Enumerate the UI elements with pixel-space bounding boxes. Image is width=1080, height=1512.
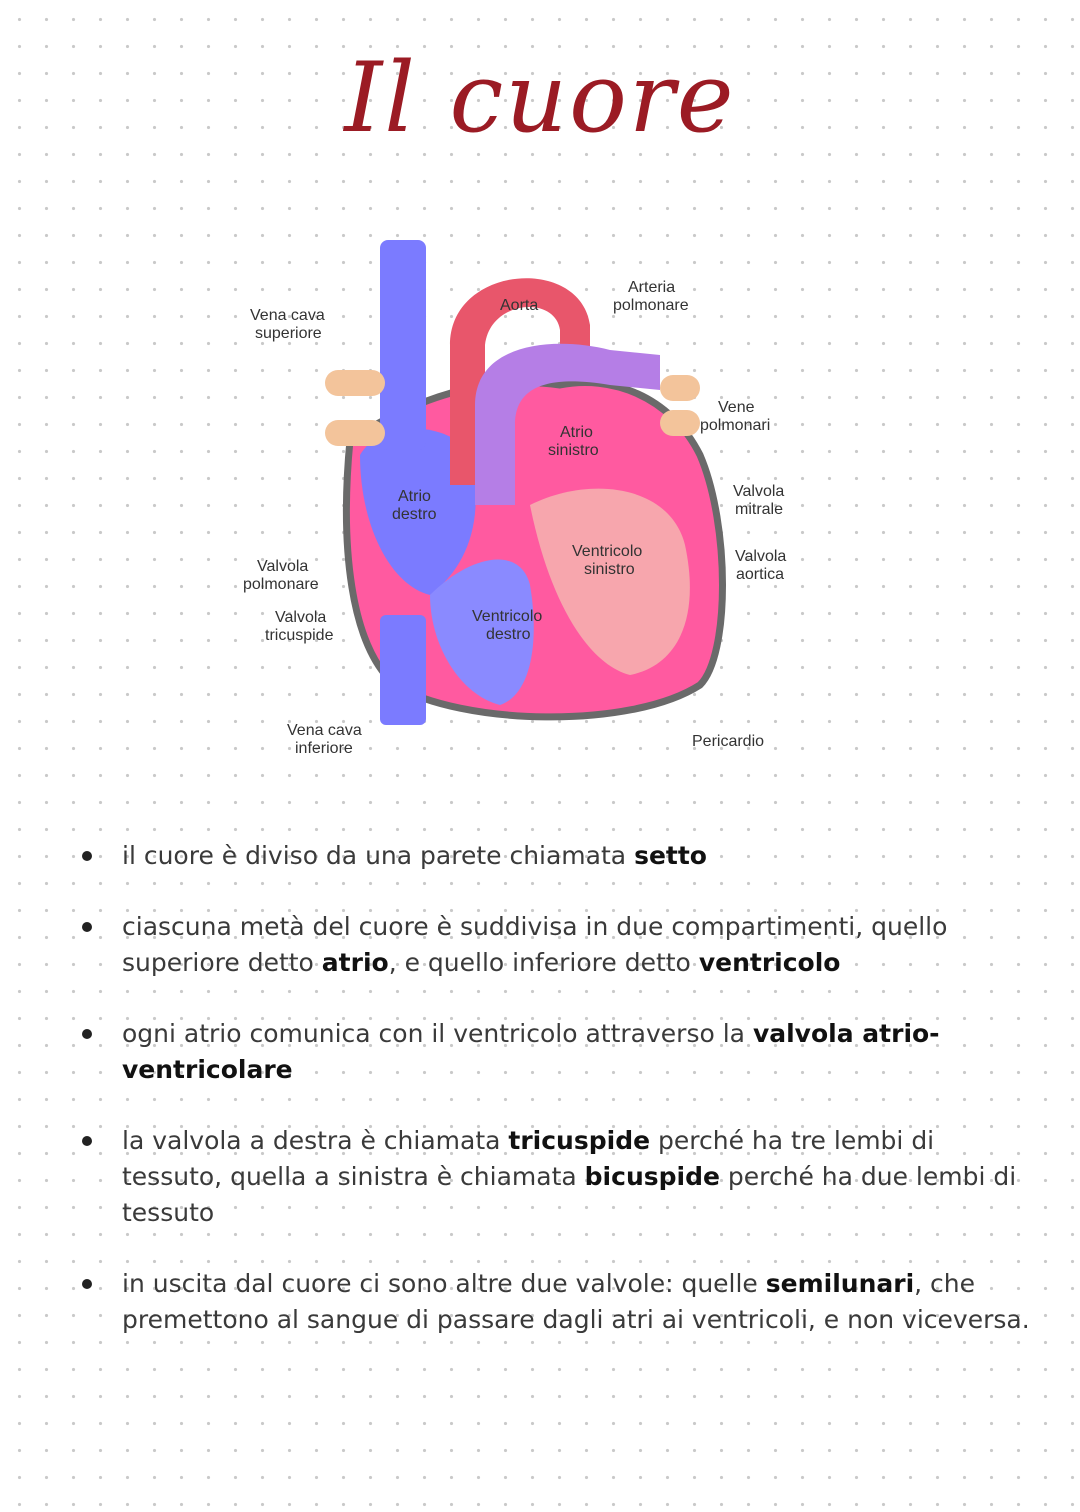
label-aorta: Aorta bbox=[500, 297, 539, 314]
label-vene-polmonari: polmonari bbox=[700, 417, 771, 434]
label-valvola-mitrale: Valvola bbox=[733, 483, 785, 500]
pulmonary-vein-shape bbox=[325, 420, 385, 446]
label-pericardio: Pericardio bbox=[692, 733, 765, 750]
label-valvola-mitrale: mitrale bbox=[735, 501, 784, 518]
pulmonary-vein-shape bbox=[660, 410, 700, 436]
label-vene-polmonari: Vene bbox=[718, 399, 755, 416]
bullet-dot bbox=[82, 922, 92, 932]
label-arteria-polmonare: polmonare bbox=[613, 297, 689, 314]
bullet-dot bbox=[82, 1136, 92, 1146]
list-item: ogni atrio comunica con il ventricolo attraverso la valvola atrio-ventricolare bbox=[82, 1016, 1042, 1088]
list-item: in uscita dal cuore ci sono altre due valvole: quelle semilunari, che premettono al sangue di passare dagli atri ai ventricoli, e non viceversa. bbox=[82, 1266, 1042, 1338]
label-vena-cava-superiore: superiore bbox=[255, 325, 322, 342]
bullet-dot bbox=[82, 1279, 92, 1289]
label-valvola-tricuspide: tricuspide bbox=[265, 627, 334, 644]
pulmonary-vein-shape bbox=[660, 375, 700, 401]
label-atrio-sinistro: sinistro bbox=[548, 442, 599, 459]
label-ventricolo-destro: destro bbox=[486, 626, 531, 643]
label-valvola-polmonare: polmonare bbox=[243, 576, 319, 593]
list-item: la valvola a destra è chiamata tricuspide perché ha tre lembi di tessuto, quella a sinistra è chiamata bicuspide perché ha due lembi di tessuto bbox=[82, 1123, 1042, 1231]
list-item: ciascuna metà del cuore è suddivisa in due compartimenti, quello superiore detto atrio, e quello inferiore detto ventricolo bbox=[82, 909, 1042, 981]
superior-vena-cava-shape bbox=[380, 240, 426, 450]
label-arteria-polmonare: Arteria bbox=[628, 279, 676, 296]
list-item: il cuore è diviso da una parete chiamata setto bbox=[82, 838, 1042, 874]
page-title: Il cuore bbox=[344, 42, 736, 154]
label-vena-cava-inferiore: inferiore bbox=[295, 740, 353, 757]
label-ventricolo-sinistro: Ventricolo bbox=[572, 543, 643, 560]
label-ventricolo-sinistro: sinistro bbox=[584, 561, 635, 578]
label-atrio-destro: destro bbox=[392, 506, 437, 523]
label-valvola-tricuspide: Valvola bbox=[275, 609, 327, 626]
label-valvola-aortica: aortica bbox=[736, 566, 785, 583]
bullet-dot bbox=[82, 851, 92, 861]
bullet-list bbox=[82, 838, 1042, 1373]
pulmonary-vein-shape bbox=[325, 370, 385, 396]
label-valvola-polmonare: Valvola bbox=[257, 558, 309, 575]
label-vena-cava-superiore: Vena cava bbox=[250, 307, 325, 324]
label-atrio-sinistro: Atrio bbox=[560, 424, 593, 441]
bullet-dot bbox=[82, 1029, 92, 1039]
inferior-vena-cava-shape bbox=[380, 615, 426, 725]
label-vena-cava-inferiore: Vena cava bbox=[287, 722, 362, 739]
label-valvola-aortica: Valvola bbox=[735, 548, 787, 565]
label-atrio-destro: Atrio bbox=[398, 488, 431, 505]
label-ventricolo-destro: Ventricolo bbox=[472, 608, 543, 625]
heart-diagram bbox=[230, 225, 810, 765]
